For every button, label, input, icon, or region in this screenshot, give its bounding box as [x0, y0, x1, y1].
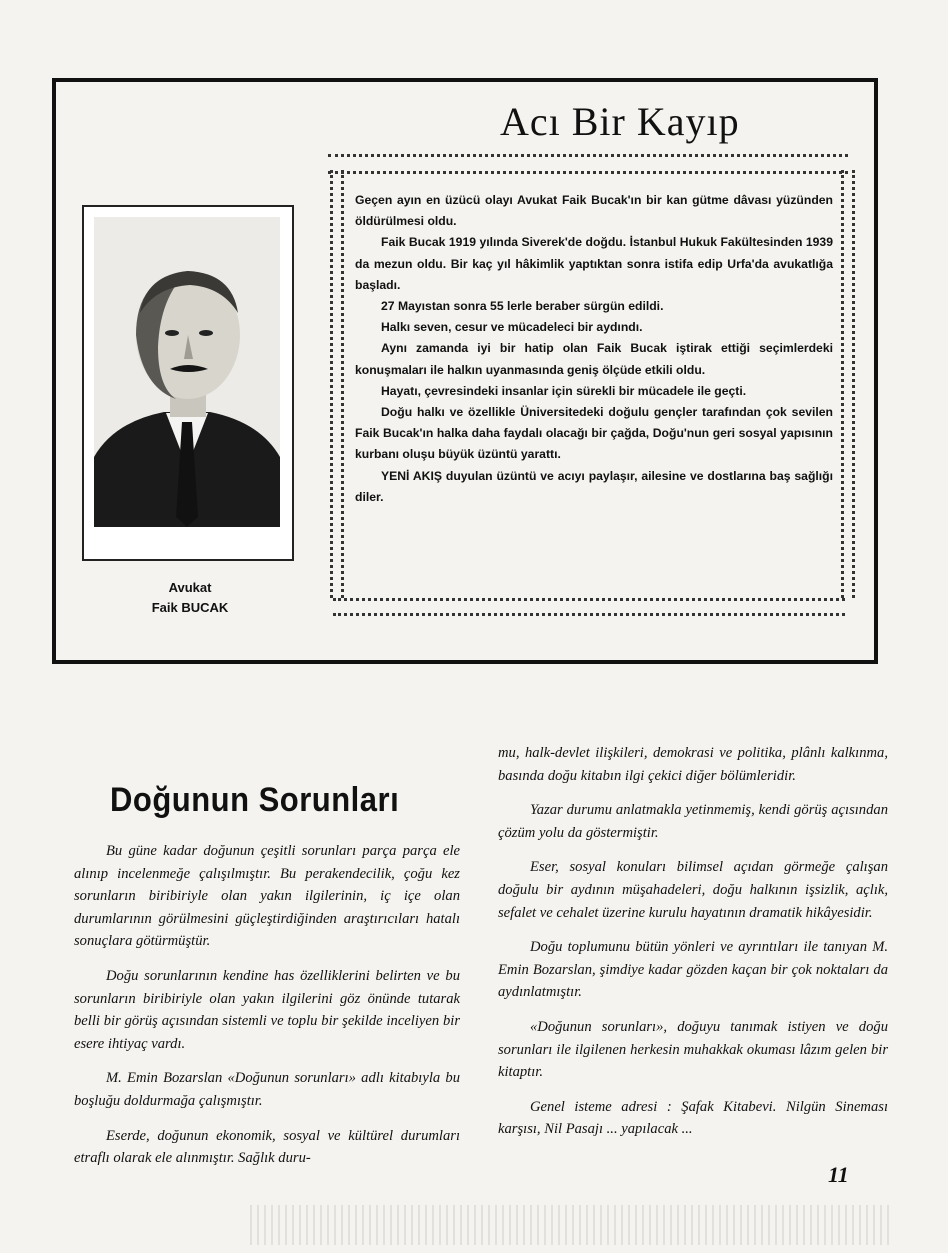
- chain-border-left: [330, 170, 344, 598]
- obituary-text: [355, 190, 833, 508]
- caption-name: Faik BUCAK: [151, 600, 229, 615]
- review-paragraph: «Doğunun sorunları», doğuyu tanımak istiyen ve doğu sorunları ile ilgilenen herkesin muhakkak okuması lâzım gelen bir kitaptır.: [498, 1018, 888, 1081]
- portrait-frame: [82, 205, 294, 561]
- page-number: 11: [828, 1162, 849, 1187]
- obituary-paragraph: Doğu halkı ve özellikle Üniversitedeki doğulu gençler tarafından çok sevilen Faik Bucak'ın halka daha faydalı olacağı bir çağda, Doğu'nun geri sosyal yapısının kurbanı oluşu büyük üzüntü yarattı.: [355, 405, 833, 462]
- obituary-paragraph: 27 Mayıstan sonra 55 lerle beraber sürgün edildi.: [381, 299, 664, 314]
- obituary-paragraph: Geçen ayın en üzücü olayı Avukat Faik Bucak'ın bir kan gütme dâvası yüzünden öldürülmesi oldu.: [355, 193, 833, 229]
- review-column-left: [74, 840, 460, 1182]
- portrait-caption: [100, 578, 280, 618]
- obituary-paragraph: Halkı seven, cesur ve mücadeleci bir aydındı.: [381, 320, 643, 335]
- obituary-paragraph: Hayatı, çevresindeki insanlar için sürekli bir mücadele ile geçti.: [381, 383, 747, 398]
- review-title: Doğunun Sorunları: [110, 779, 400, 820]
- chain-border-top: [328, 154, 848, 174]
- review-paragraph: Eser, sosyal konuları bilimsel açıdan görmeğe çalışan doğulu bir aydının müşahadeleri, doğu halkının işsizlik, açlık, sefalet ve cehalet üzerine kurulu hayatının dramatik hikâyesidir.: [498, 859, 888, 921]
- chain-border-bottom: [333, 598, 845, 616]
- scan-noise: [250, 1205, 890, 1245]
- obituary-paragraph: YENİ AKIŞ duyulan üzüntü ve acıyı paylaşır, ailesine ve dostlarına baş sağlığı diler.: [355, 468, 833, 504]
- review-paragraph: mu, halk-devlet ilişkileri, demokrasi ve politika, plânlı kalkınma, basında doğu kitabın ilgi çekici diğer bölümleridir.: [498, 745, 888, 784]
- review-paragraph: Eserde, doğunun ekonomik, sosyal ve kültürel durumları etraflı olarak ele alınmıştır. Sağlık duru-: [74, 1127, 460, 1167]
- obituary-paragraph: Aynı zamanda iyi bir hatip olan Faik Bucak iştirak ettiği seçimlerdeki konuşmaları ile halkın uyanmasında geniş ölçüde etkili oldu.: [355, 341, 833, 377]
- caption-title: Avukat: [168, 580, 212, 595]
- obituary-title: Acı Bir Kayıp: [500, 99, 740, 144]
- review-paragraph: Doğu toplumunu bütün yönleri ve ayrıntıları ile tanıyan M. Emin Bozarslan, şimdiye kadar gözden kaçan bir çok noktaları da aydınlatmıştır.: [498, 939, 888, 1001]
- portrait-illustration: [94, 217, 280, 527]
- review-paragraph: M. Emin Bozarslan «Doğunun sorunları» adlı kitabıyla bu boşluğu doldurmağa çalışmıştır.: [74, 1070, 460, 1109]
- review-paragraph: Genel isteme adresi : Şafak Kitabevi. Nilgün Sineması karşısı, Nil Pasajı ... yapılacak ...: [498, 1098, 888, 1138]
- review-column-right: [498, 742, 888, 1153]
- chain-border-right: [841, 170, 855, 598]
- review-paragraph: Doğu sorunlarının kendine has özelliklerini belirten ve bu sorunların biribiriyle olan yakın ilgilerini göz önünde tutarak belli bir görüş açısından sistemli ve toplu bir şekilde inceliyen bir esere ihtiyaç vardı.: [74, 967, 460, 1052]
- review-paragraph: Yazar durumu anlatmakla yetinmemiş, kendi görüş açısından çözüm yolu da göstermiştir.: [498, 802, 888, 841]
- portrait-photo: [94, 217, 280, 527]
- review-paragraph: Bu güne kadar doğunun çeşitli sorunları parça parça ele alınıp incelenmeğe çalışılmıştır. Bu perakendecilik, çoğu kez sorunların biribiriyle olan yakın ilgilerinin, iç içe olan durumlarının görülmesini güçleştirdiğinden araştırıcıları hatalı sonuçlara götürmüştür.: [74, 843, 460, 950]
- obituary-paragraph: Faik Bucak 1919 yılında Siverek'de doğdu. İstanbul Hukuk Fakültesinden 1939 da mezun oldu. Bir kaç yıl hâkimlik yaptıktan sonra istifa edip Urfa'da avukatlığa başladı.: [355, 235, 833, 292]
